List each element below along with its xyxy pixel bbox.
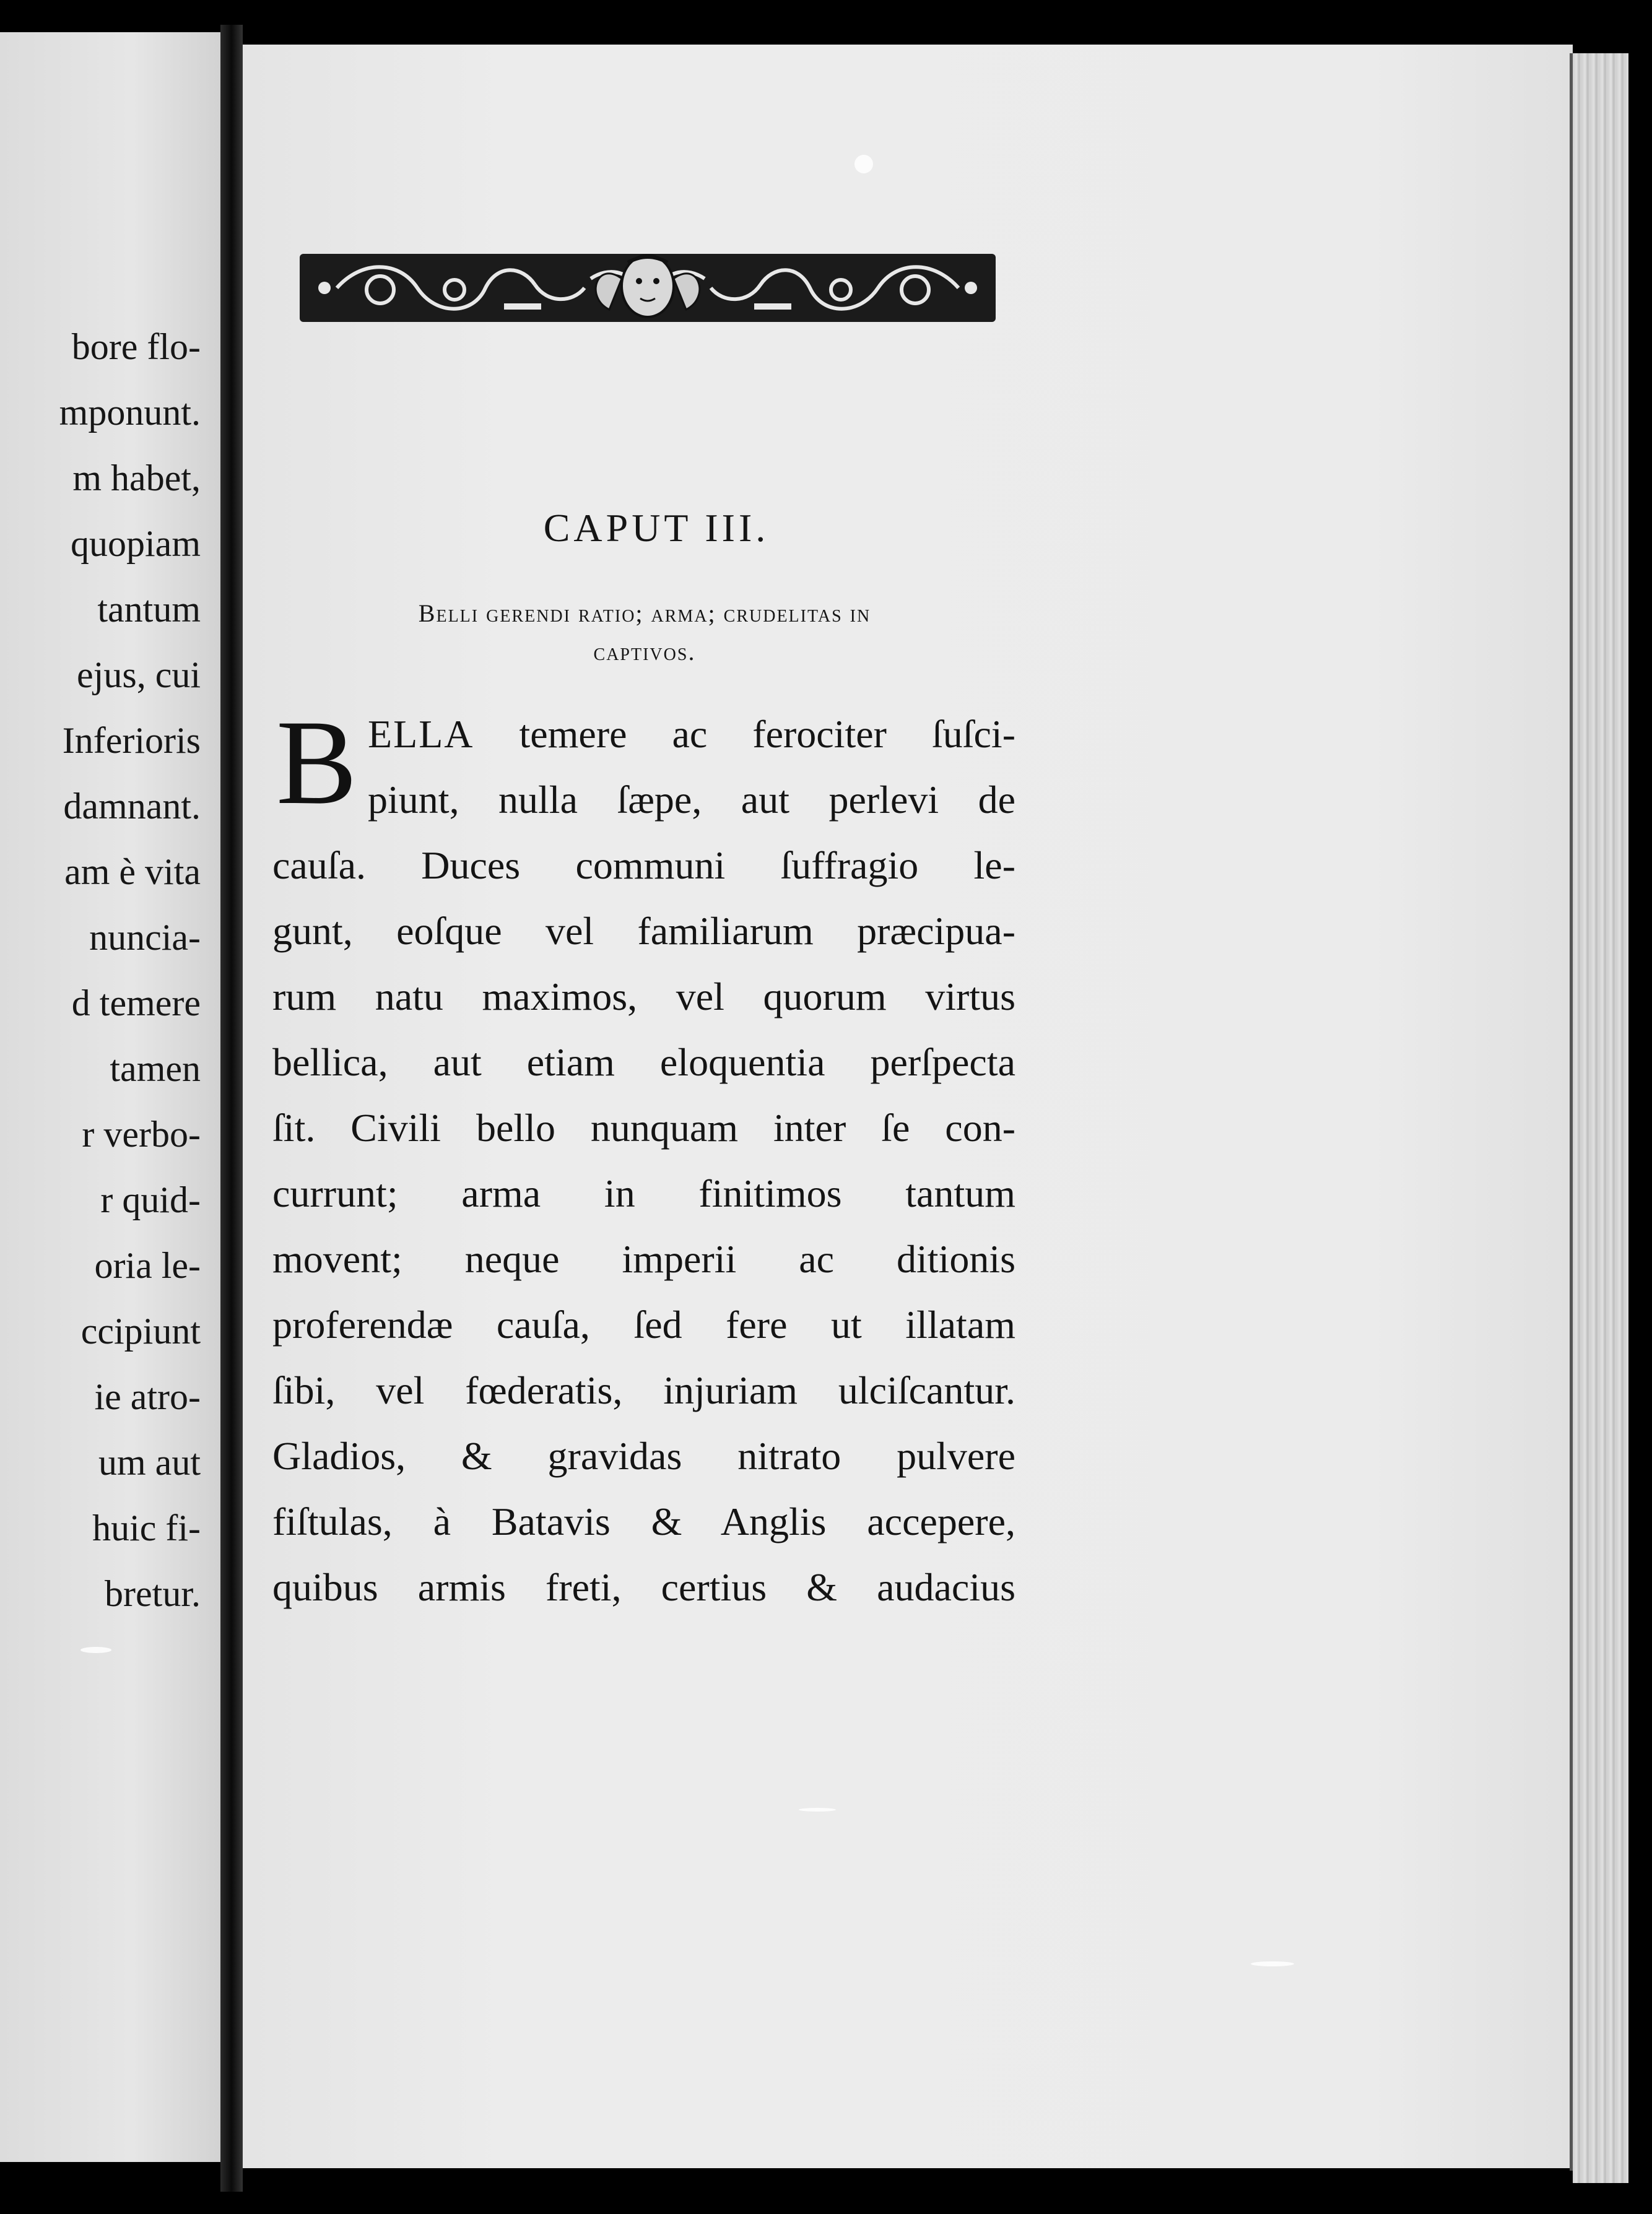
left-page <box>0 32 220 2162</box>
scan-speck <box>1251 1961 1294 1966</box>
body-line: rum natu maximos, vel quorum virtus <box>272 975 1015 1018</box>
left-line: ie atro- <box>94 1376 201 1417</box>
headpiece-ornament <box>300 241 996 332</box>
summary-line: Belli gerendi ratio; arma; crudelitas in <box>418 599 871 627</box>
chapter-summary <box>275 594 1014 671</box>
body-line: proferendæ cauſa, ſed fere ut illatam <box>272 1303 1015 1347</box>
first-word-caps: ELLA <box>368 712 474 756</box>
left-line: nuncia- <box>89 917 201 958</box>
left-line: damnant. <box>63 786 201 827</box>
drop-cap: B <box>276 695 357 830</box>
body-line-first <box>368 712 1015 757</box>
body-line: movent; neque imperii ac ditionis <box>272 1237 1015 1281</box>
first-line-rest: temere ac ferociter ſuſci- <box>519 712 1015 756</box>
left-line: tantum <box>97 589 201 630</box>
left-line: r verbo- <box>82 1114 201 1155</box>
body-line: bellica, aut etiam eloquentia perſpecta <box>272 1040 1015 1084</box>
left-line: um aut <box>98 1442 201 1483</box>
body-line: piunt, nulla ſæpe, aut perlevi de <box>368 778 1015 822</box>
body-line: fiſtulas, à Batavis & Anglis accepere, <box>272 1500 1015 1543</box>
body-line: ſit. Civili bello nunquam inter ſe con- <box>272 1106 1015 1150</box>
scan-speck <box>799 1808 836 1812</box>
left-line: d temere <box>71 983 201 1023</box>
left-line: Inferioris <box>62 720 201 761</box>
left-line: huic fi- <box>92 1508 201 1548</box>
left-line: ejus, cui <box>77 654 201 695</box>
body-line: cauſa. Duces communi ſuffragio le- <box>272 843 1015 887</box>
left-line: quopiam <box>71 523 201 564</box>
summary-line: captivos. <box>593 638 696 666</box>
left-line: m habet, <box>72 458 201 498</box>
body-line: currunt; arma in finitimos tantum <box>272 1171 1015 1215</box>
left-line: bretur. <box>105 1573 201 1614</box>
body-line: gunt, eoſque vel familiarum præcipua- <box>272 909 1015 953</box>
left-line: tamen <box>110 1048 201 1089</box>
book-gutter <box>220 25 243 2192</box>
scan-speck <box>80 1647 111 1653</box>
body-line: quibus armis freti, certius & audacius <box>272 1565 1015 1609</box>
left-line: oria le- <box>94 1245 201 1286</box>
left-line: ccipiunt <box>80 1311 201 1352</box>
scan-speck <box>854 155 873 173</box>
left-line: bore flo- <box>71 326 201 367</box>
left-line: am è vita <box>64 851 201 892</box>
page-stack-edge <box>1573 53 1628 2183</box>
body-line: ſibi, vel fœderatis, injuriam ulciſcantur. <box>272 1368 1015 1412</box>
body-line: Gladios, & gravidas nitrato pulvere <box>272 1434 1015 1478</box>
left-line: r quid- <box>100 1179 201 1220</box>
left-line: mponunt. <box>59 392 201 433</box>
chapter-title: CAPUT III. <box>543 506 770 550</box>
